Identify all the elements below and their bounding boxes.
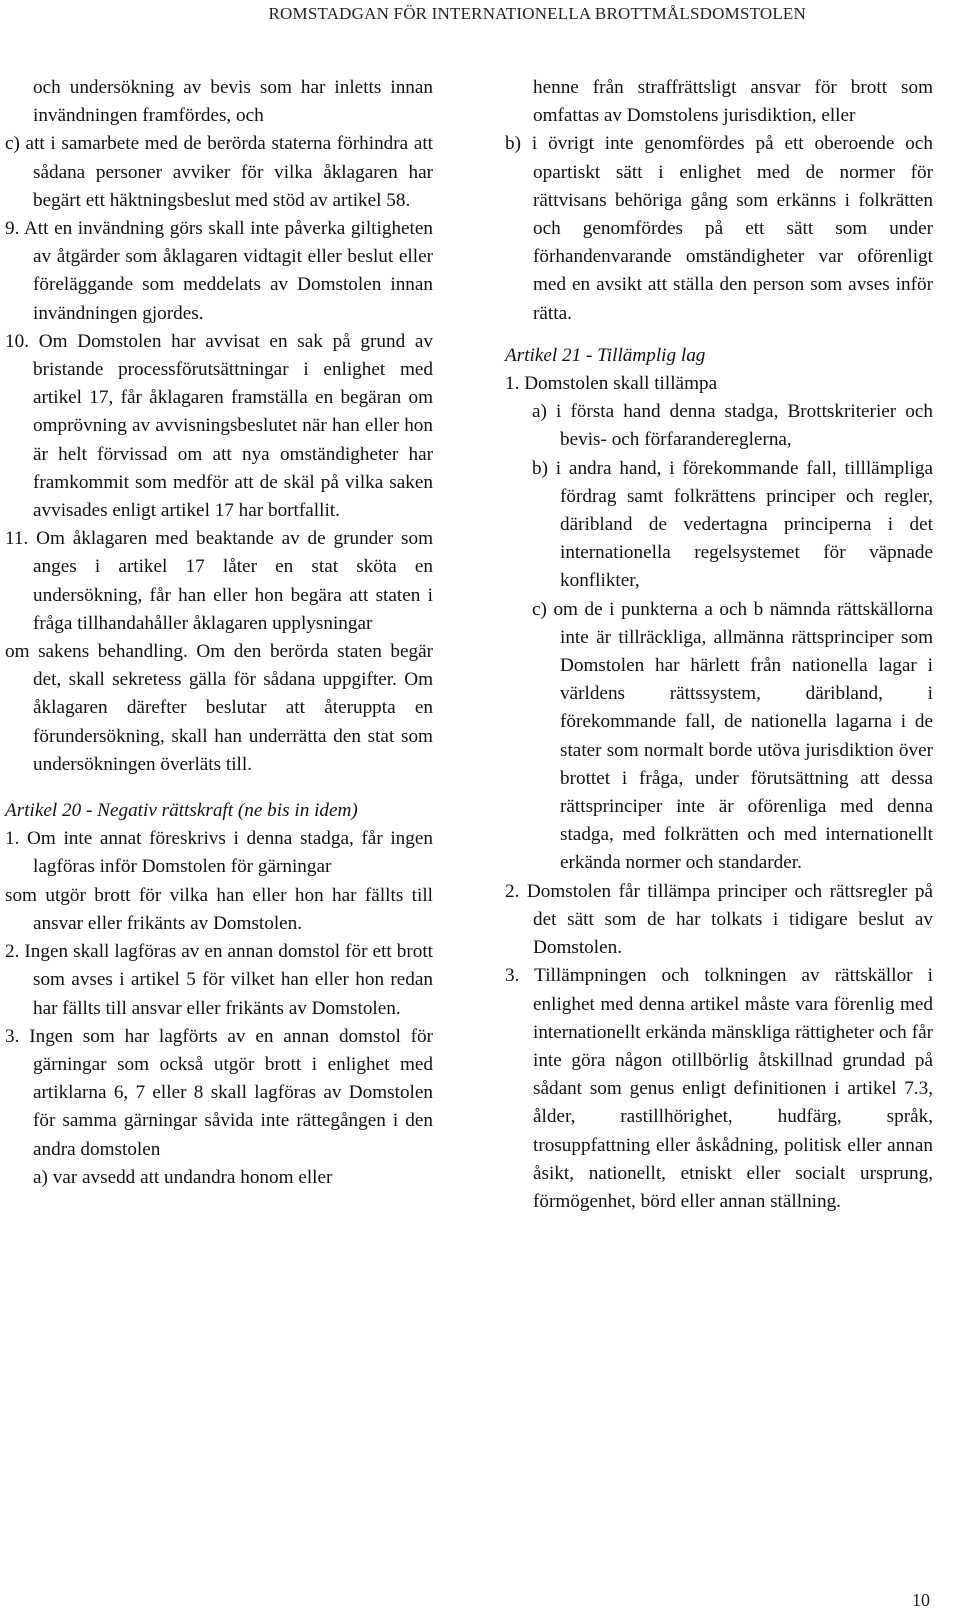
article-20-item-3: 3. Ingen som har lagförts av en annan domstol för gärningar som också utgör brott i enlighet med artiklarna 6, 7 eller 8 skall lagföras av Domstolen för samma gärningar såvida inte rättegången i den andra domstolen xyxy=(5,1025,433,1160)
article-21-item-1b: b) i andra hand, i förekommande fall, tilllämpliga fördrag samt folkrättens principer och regler, däribland de vedertagna principerna i det internationella regelsystemet för väpnade konflikter, xyxy=(532,457,933,592)
article-21-heading: Artikel 21 - Tillämplig lag xyxy=(505,344,706,366)
article-21-item-1c: c) om de i punkterna a och b nämnda rättskällorna inte är tillräckliga, allmänna rättsprinciper som Domstolen har härlett från nationella lagar i världens rättssystem, däribland, i förekommande fall, de nationella lagarna i de stater som normalt borde utöva jurisdiktion över brottet i fråga, under förutsättning att dessa rättsprinciper inte är oförenliga med denna stadga, med folkrätten och med internationellt erkända normer och standarder. xyxy=(532,598,933,874)
left-column xyxy=(5,74,433,1192)
paragraph-continuation: och undersökning av bevis som har inletts innan invändningen framfördes, och xyxy=(33,77,433,127)
article-21-item-1: 1. Domstolen skall tillämpa xyxy=(505,373,718,395)
paragraph-item-c: c) att i samarbete med de berörda staterna förhindra att sådana personer avviker för vilka åklagaren har begärt ett häktningsbeslut med stöd av artikel 58. xyxy=(5,133,433,211)
paragraph-lead: om sakens behandling. xyxy=(5,641,188,663)
paragraph-item-9: 9. Att en invändning görs skall inte påverka giltigheten av åtgärder som åklagaren vidtagit eller beslut eller föreläggande som meddelats av Domstolen innan invändningen gjordes. xyxy=(5,218,433,324)
article-20-heading: Artikel 20 - Negativ rättskraft (ne bis in idem) xyxy=(5,800,358,822)
paragraph-continuation-right: henne från straffrättsligt ansvar för brott som omfattas av Domstolens jurisdiktion, eller xyxy=(533,77,933,127)
right-column xyxy=(505,74,933,1216)
article-21-item-3: 3. Tillämpningen och tolkningen av rättskällor i enlighet med denna artikel måste vara förenlig med internationellt erkända mänskliga rättigheter och får inte göra någon otillbörlig åtskillnad grundad på sådant som genus enligt definitionen i artikel 7.3, ålder, rastillhörighet, hudfärg, språk, trosuppfattning eller åskådning, politisk eller annan åsikt, nationellt, etniskt eller socialt ursprung, förmögenhet, börd eller annan ställning. xyxy=(505,965,933,1212)
running-header: ROMSTADGAN FÖR INTERNATIONELLA BROTTMÅLSDOMSTOLEN xyxy=(268,4,806,23)
page-number: 10 xyxy=(912,1590,930,1610)
article-20-item-3a: a) var avsedd att undandra honom eller xyxy=(33,1166,333,1188)
paragraph-item-b: b) i övrigt inte genomfördes på ett oberoende och opartiskt sätt i enlighet med de normer för rättvisans behöriga gång som erkänns i folkrätten och genomfördes på ett sätt som under förhandenvarande omständigheter var oförenligt med en avsikt att ställa den person som avses inför rätta. xyxy=(505,133,933,324)
article-21-item-1a: a) i första hand denna stadga, Brottskriterier och bevis- och förfarandereglerna, xyxy=(532,401,933,451)
paragraph-item-10: 10. Om Domstolen har avvisat en sak på grund av bristande processförutsättningar i enlighet med artikel 17, får åklagaren framställa en begäran om omprövning av avvisningsbeslutet när han eller hon är helt förvissad om att nya omständigheter har framkommit som medför att de skäl på vilka saken avvisades enligt artikel 17 har bortfallit. xyxy=(5,330,433,522)
paragraph-item-11: 11. Om åklagaren med beaktande av de grunder som anges i artikel 17 låter en stat sköta en undersökning, får han eller hon begära att staten i fråga tillhandahåller åklagaren upplysningar xyxy=(5,528,433,634)
article-20-item-2: 2. Ingen skall lagföras av en annan domstol för ett brott som avses i artikel 5 för vilket han eller hon redan har fällts till ansvar eller frikänts av Domstolen. xyxy=(5,941,433,1019)
paragraph-item-11-cont xyxy=(5,638,433,779)
paragraph-rest: Om den berörda staten begär det, skall sekretess gälla för sådana uppgifter. Om åklagaren därefter beslutar att återuppta en förundersökning, skall han underrätta den stat som undersökningen överläts till. xyxy=(33,641,433,775)
article-20-item-1: 1. Om inte annat föreskrivs i denna stadga, får ingen lagföras inför Domstolen för gärningar xyxy=(5,828,433,878)
article-20-item-1-cont: som utgör brott för vilka han eller hon har fällts till ansvar eller frikänts av Domstolen. xyxy=(5,884,433,934)
article-21-item-2: 2. Domstolen får tillämpa principer och rättsregler på det sätt som de har tolkats i tidigare beslut av Domstolen. xyxy=(505,880,933,959)
